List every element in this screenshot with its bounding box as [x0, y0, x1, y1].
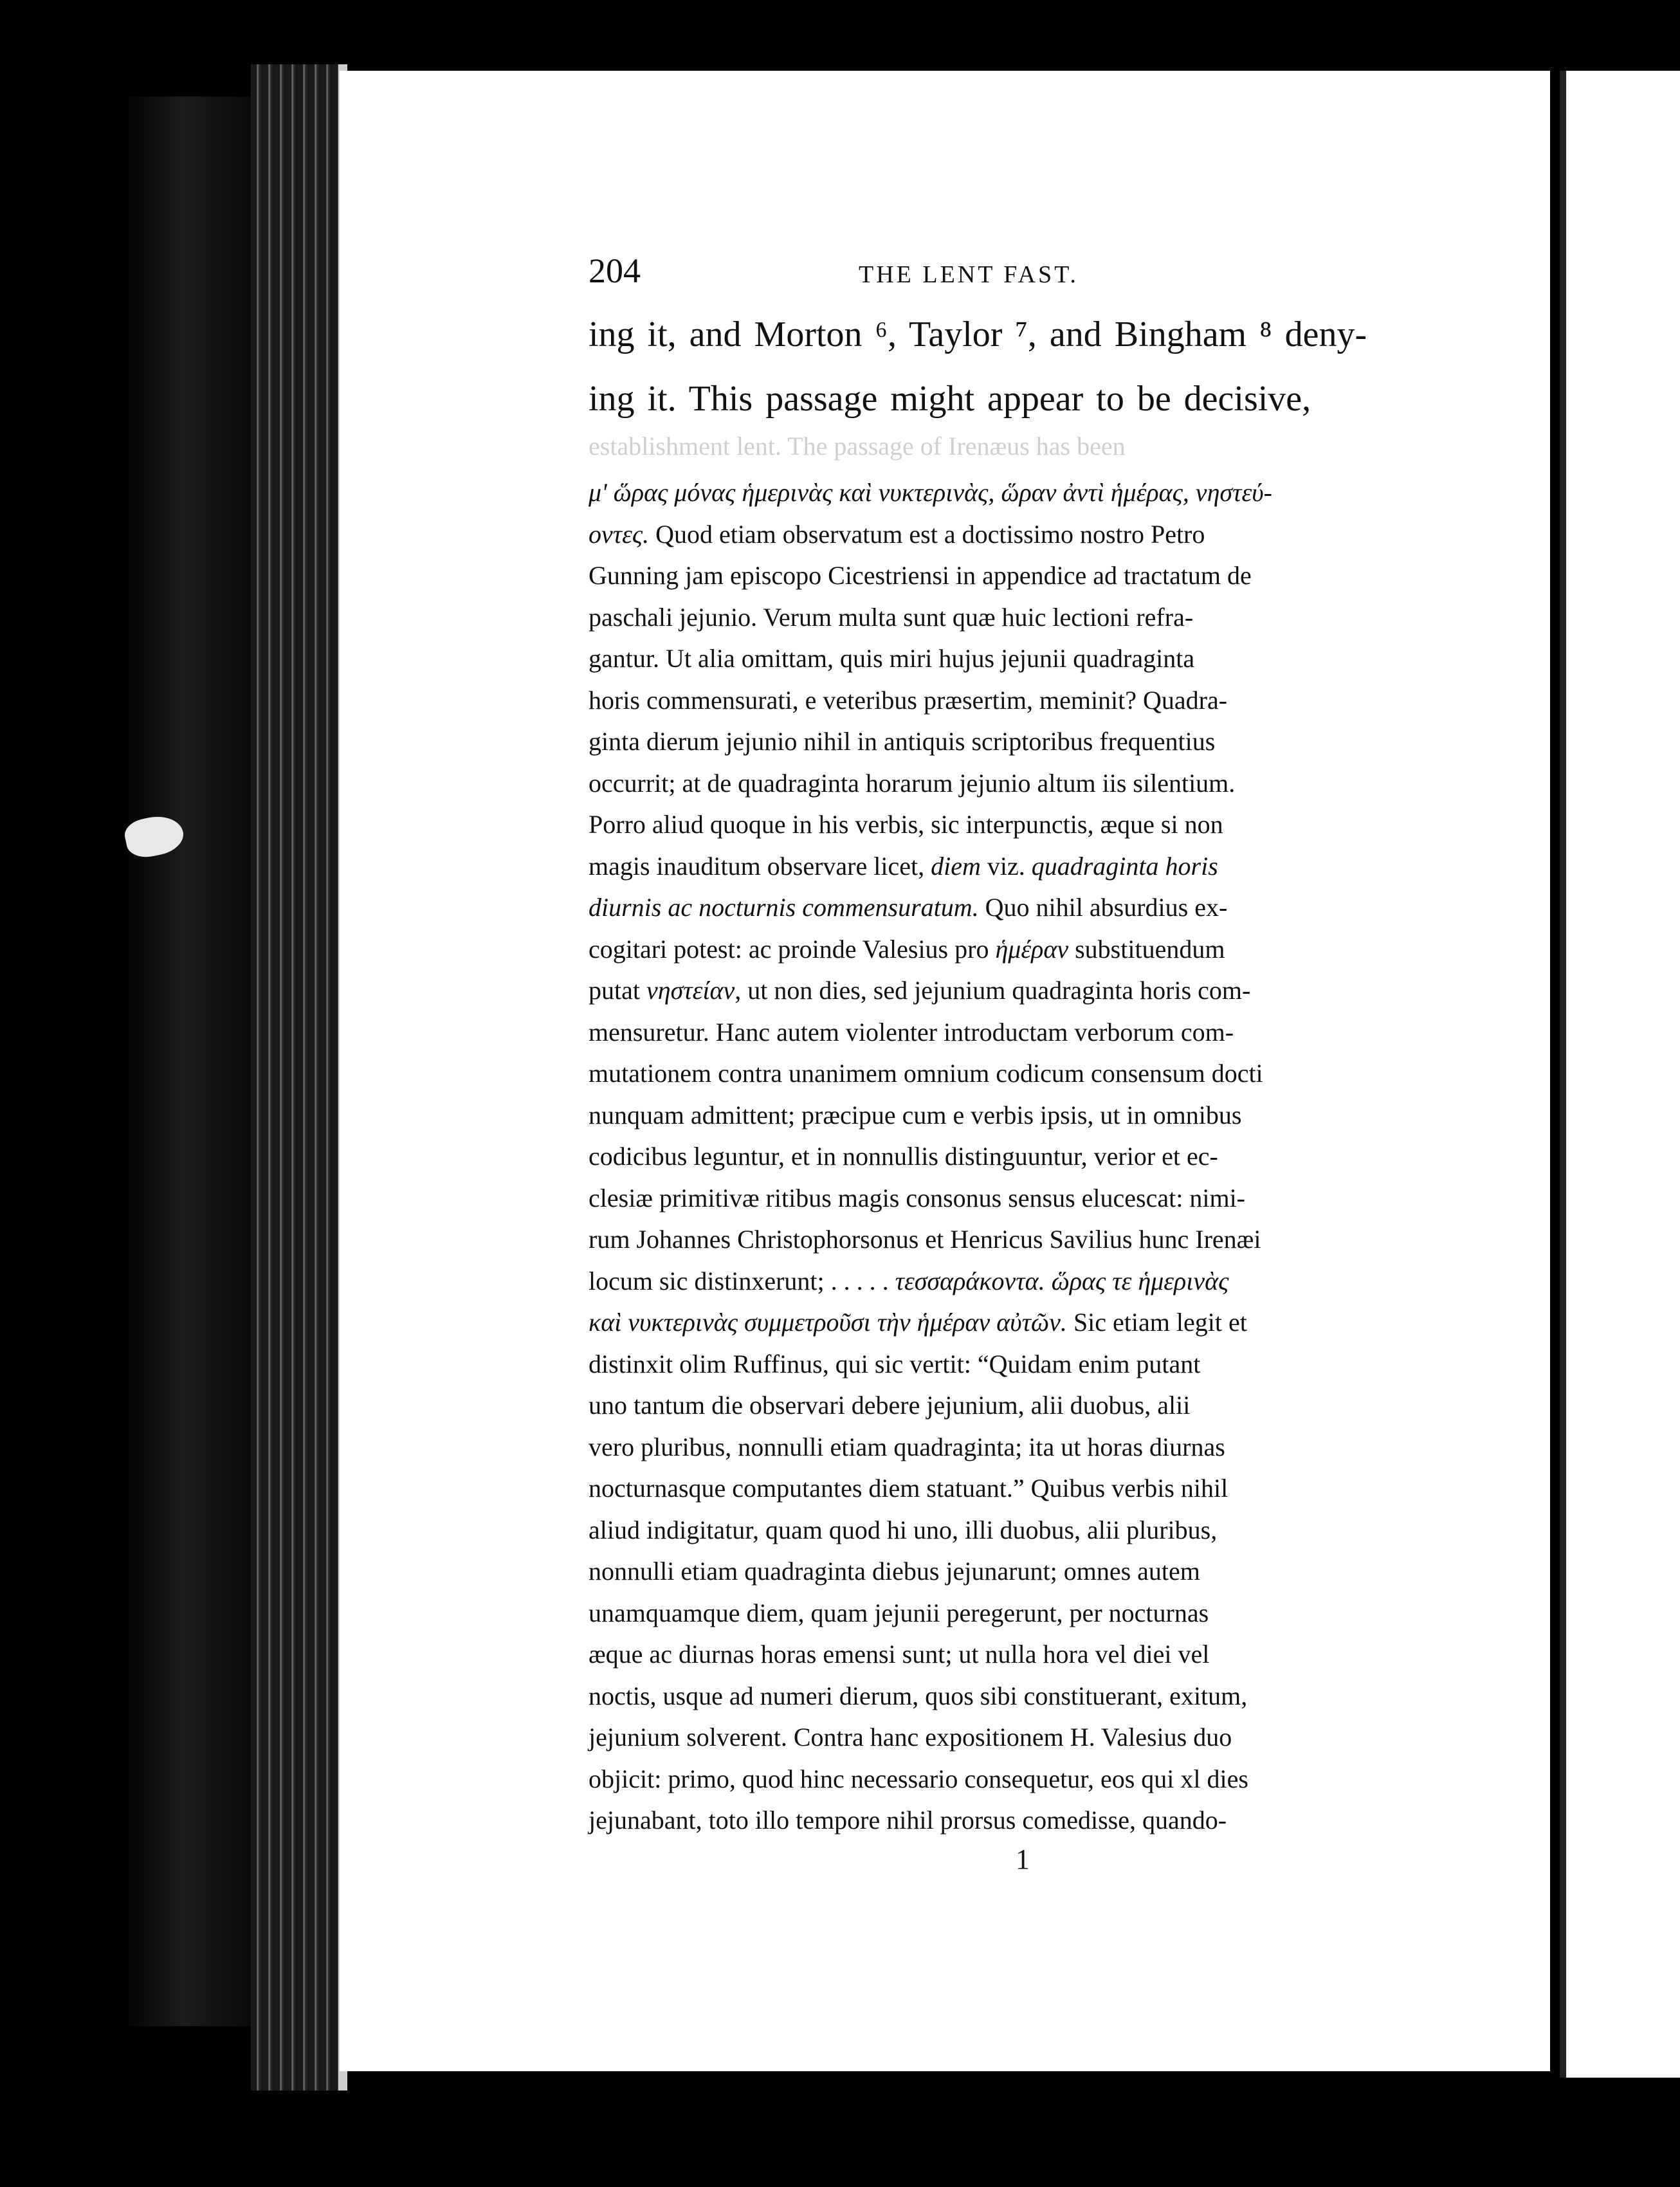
- latin-text: paschali jejunio. Verum multa sunt quæ huic lectioni refra-: [589, 602, 1194, 632]
- italic-text: diem: [931, 851, 981, 881]
- page-edges: [251, 64, 347, 2091]
- latin-text: substituendum: [1068, 934, 1225, 964]
- footnote-line: [589, 1634, 1680, 1676]
- footnote-line: [589, 1676, 1680, 1717]
- body-line: ing it. This passage might appear to be decisive,: [589, 379, 1311, 419]
- latin-text: cogitari potest: ac proinde Valesius pro: [589, 934, 996, 964]
- latin-text: noctis, usque ad numeri dierum, quos sibi constituerant, exitum,: [589, 1681, 1248, 1710]
- latin-text: nonnulli etiam quadraginta diebus jejunarunt; omnes autem: [589, 1557, 1200, 1586]
- footnote-line: [589, 1468, 1680, 1510]
- footnote-line: [589, 1178, 1680, 1220]
- footnote-line: [589, 1053, 1680, 1095]
- page-header: [589, 251, 1680, 291]
- signature-mark: 1: [1016, 1843, 1030, 1875]
- latin-text: gantur. Ut alia omittam, quis miri hujus jejunii quadraginta: [589, 644, 1195, 673]
- latin-text: mutationem contra unanimem omnium codicum consensum docti: [589, 1059, 1263, 1088]
- footnote-line: [589, 1427, 1680, 1469]
- italic-text: diurnis ac nocturnis commensuratum.: [589, 893, 979, 922]
- latin-text: Porro aliud quoque in his verbis, sic interpunctis, æque si non: [589, 810, 1223, 839]
- footnote-line: [589, 638, 1680, 680]
- latin-text: vero pluribus, nonnulli etiam quadraginta; ita ut horas diurnas: [589, 1432, 1225, 1461]
- bleed-through-text: establishment lent. The passage of Irenæus has been: [589, 432, 1126, 461]
- greek-text: νηστείαν: [646, 976, 735, 1005]
- latin-text: æque ac diurnas horas emensi sunt; ut nulla hora vel diei vel: [589, 1640, 1210, 1669]
- latin-text: viz.: [980, 851, 1032, 881]
- latin-text: aliud indigitatur, quam quod hi uno, illi duobus, alii pluribus,: [589, 1515, 1218, 1544]
- latin-text: unamquamque diem, quam jejunii peregerunt, per nocturnas: [589, 1598, 1209, 1627]
- latin-text: nocturnasque computantes diem statuant.” Quibus verbis nihil: [589, 1474, 1228, 1503]
- page-content: [589, 251, 1680, 1878]
- latin-text: Quod etiam observatum est a doctissimo nostro Petro: [649, 519, 1205, 549]
- latin-text: ginta dierum jejunio nihil in antiquis scriptoribus frequentius: [589, 727, 1216, 756]
- latin-text: horis commensurati, e veteribus præsertim, meminit? Quadra-: [589, 685, 1228, 715]
- greek-text: τεσσαράκοντα. ὥρας τε ἡμερινὰς: [895, 1266, 1229, 1295]
- footnote-line: [589, 846, 1680, 888]
- latin-text: magis inauditum observare licet,: [589, 851, 931, 881]
- footnote-line: [589, 1510, 1680, 1551]
- footnote-line: [589, 1095, 1680, 1137]
- footnote-line: [589, 1717, 1680, 1759]
- running-head: THE LENT FAST.: [859, 261, 1079, 288]
- footnote-line: [589, 1551, 1680, 1593]
- footnote-line: [589, 1344, 1680, 1386]
- footnote-line: [589, 555, 1680, 597]
- book-page: [340, 71, 1550, 2071]
- footnote-line: [589, 970, 1680, 1012]
- greek-text: οντες.: [589, 519, 650, 549]
- book-binding: [129, 96, 251, 2026]
- footnote-line: [589, 1261, 1680, 1303]
- main-text: [589, 302, 1680, 431]
- latin-text: , ut non dies, sed jejunium quadraginta horis com-: [735, 976, 1251, 1005]
- footnote-line: [589, 1800, 1680, 1842]
- page-number: 204: [589, 252, 641, 290]
- greek-text: καὶ νυκτερινὰς συμμετροῦσι τὴν ἡμέραν αὐτῶν.: [589, 1308, 1067, 1337]
- footnote-line: [589, 1219, 1680, 1261]
- footnote-line: [589, 721, 1680, 763]
- latin-text: Sic etiam legit et: [1066, 1308, 1247, 1337]
- latin-text: objicit: primo, quod hinc necessario consequetur, eos qui xl dies: [589, 1764, 1248, 1793]
- latin-text: clesiæ primitivæ ritibus magis consonus sensus elucescat: nimi-: [589, 1183, 1245, 1212]
- latin-text: putat: [589, 976, 646, 1005]
- body-line: ing it, and Morton ⁶, Taylor ⁷, and Bingham ⁸ deny-: [589, 315, 1367, 354]
- latin-text: uno tantum die observari debere jejunium, alii duobus, alii: [589, 1391, 1191, 1420]
- footnote-line: [589, 514, 1680, 556]
- footnote-line: [589, 1385, 1680, 1427]
- latin-text: jejunium solverent. Contra hanc expositionem H. Valesius duo: [589, 1723, 1232, 1752]
- footnote-line: [589, 1136, 1680, 1178]
- footnote-block: [589, 472, 1680, 1842]
- footnote-line: [589, 929, 1680, 971]
- footnote-line: [589, 804, 1680, 846]
- footnote-line: [589, 1302, 1680, 1344]
- latin-text: rum Johannes Christophorsonus et Henricus Savilius hunc Irenæi: [589, 1225, 1261, 1254]
- latin-text: Quo nihil absurdius ex-: [978, 893, 1228, 922]
- latin-text: nunquam admittent; præcipue cum e verbis ipsis, ut in omnibus: [589, 1100, 1242, 1130]
- footnote-line: [589, 680, 1680, 722]
- footnote-line: [589, 1593, 1680, 1634]
- greek-text: μʹ ὥρας μόνας ἡμερινὰς καὶ νυκτερινὰς, ὥραν ἀντὶ ἡμέρας, νηστεύ-: [589, 478, 1272, 507]
- latin-text: codicibus leguntur, et in nonnullis distinguuntur, verior et ec-: [589, 1142, 1218, 1171]
- italic-text: quadraginta horis: [1031, 851, 1218, 881]
- footnote-line: [589, 1759, 1680, 1800]
- footnote-line: [589, 763, 1680, 805]
- latin-text: locum sic distinxerunt; . . . . .: [589, 1266, 895, 1295]
- footnote-line: [589, 887, 1680, 929]
- greek-text: ἡμέραν: [995, 934, 1069, 964]
- footnote-line: [589, 1012, 1680, 1054]
- latin-text: distinxit olim Ruffinus, qui sic vertit: “Quidam enim putant: [589, 1349, 1201, 1378]
- latin-text: occurrit; at de quadraginta horarum jejunio altum iis silentium.: [589, 768, 1236, 798]
- latin-text: mensuretur. Hanc autem violenter introductam verborum com-: [589, 1017, 1234, 1047]
- footnote-line: [589, 472, 1680, 514]
- latin-text: Gunning jam episcopo Cicestriensi in appendice ad tractatum de: [589, 561, 1252, 590]
- latin-text: jejunabant, toto illo tempore nihil prorsus comedisse, quando-: [589, 1806, 1227, 1835]
- footnote-line: [589, 597, 1680, 639]
